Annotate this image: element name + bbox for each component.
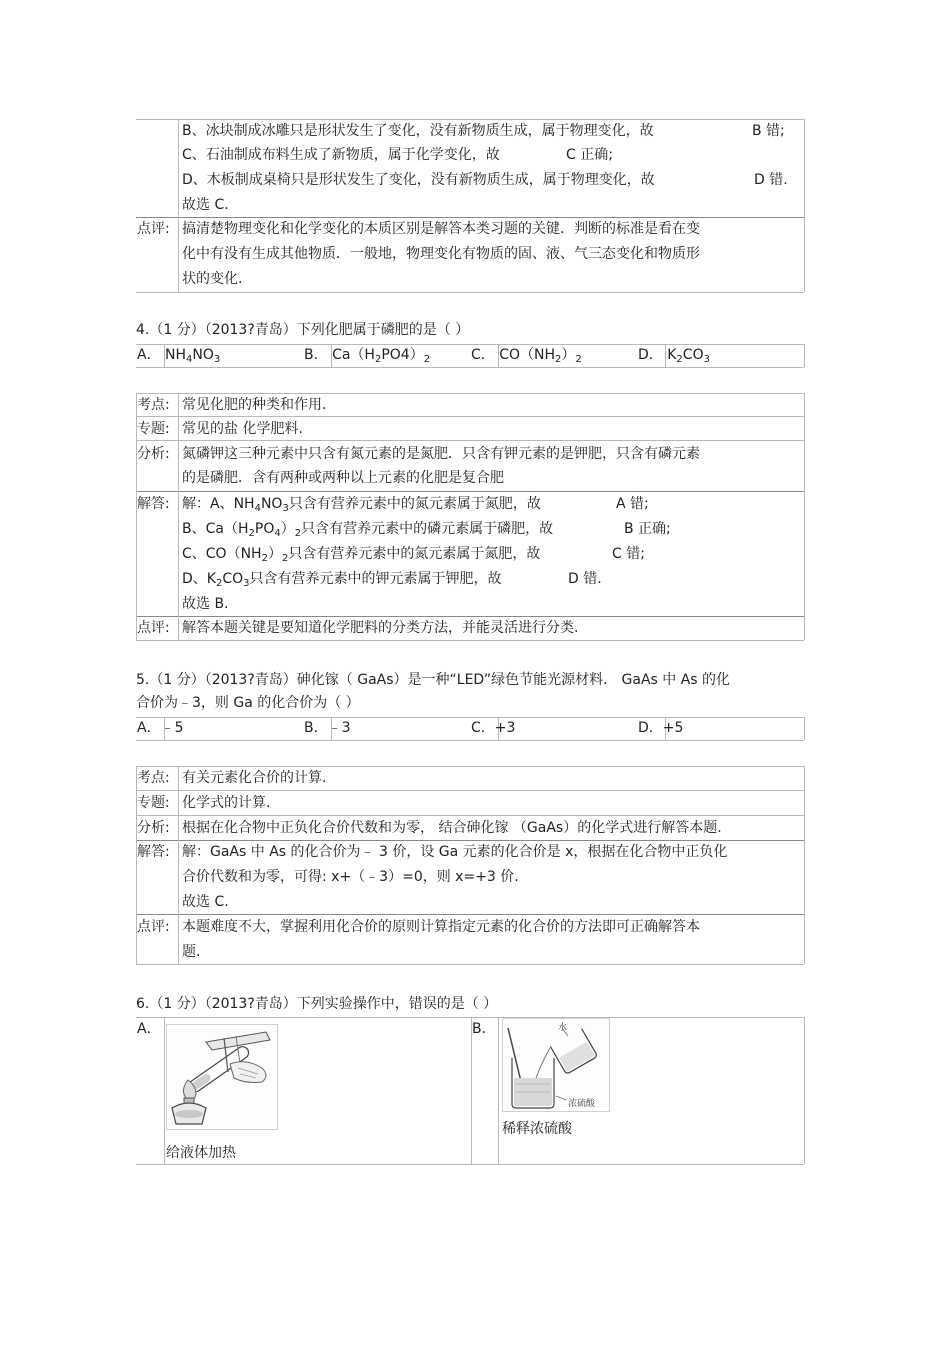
verdict-b: B 错; [752, 123, 785, 139]
dianping-label: 点评: [137, 919, 170, 935]
option-b[interactable]: B． $Ca(H_2PO4)_2$ [304, 347, 431, 365]
jieda-line: B、$Ca(H_2PO_4)_2$只含有营养元素中的磷元素属于磷肥，故 [182, 521, 554, 539]
jieda-line: 合价代数和为零，可得: x+（﹣3）=0，则 x=+3 价. [182, 869, 519, 885]
acid-label: 浓硫酸 [568, 1099, 596, 1109]
question-stem: 4.（1 分）（2013?青岛）下列化肥属于磷肥的是（ ） [136, 322, 470, 338]
answer-line-c: C、石油制成布料生成了新物质，属于化学变化，故 [182, 147, 500, 163]
dianping-text: 本题难度不大，掌握利用化合价的原则计算指定元素的化合价的方法即可正确解答本 [182, 919, 700, 935]
dianping-text: 解答本题关键是要知道化学肥料的分类方法，并能灵活进行分类. [182, 620, 579, 636]
jieda-choice: 故选 B. [182, 596, 229, 612]
option-c[interactable]: C．+3 [471, 720, 516, 736]
verdict-c: C 正确; [566, 147, 613, 163]
question-stem: 合价为﹣3，则 Ga 的化合价为（ ） [136, 695, 360, 711]
dianping-label: 点评: [137, 620, 170, 636]
option-b-letter[interactable]: B． [472, 1021, 496, 1037]
kaodian-label: 考点: [137, 397, 170, 413]
option-c[interactable]: C． $CO(NH_2)_2$ [471, 347, 582, 365]
kaodian-text: 有关元素化合价的计算. [182, 770, 327, 786]
review-label: 点评: [137, 221, 170, 237]
zhuanti-label: 专题: [137, 795, 170, 811]
option-b[interactable]: B．﹣3 [304, 720, 351, 736]
fenxi-label: 分析: [137, 446, 170, 462]
zhuanti-text: 化学式的计算. [182, 795, 271, 811]
heating-liquid-illustration [166, 1024, 278, 1130]
kaodian-label: 考点: [137, 770, 170, 786]
dianping-text: 题. [182, 944, 201, 960]
option-a[interactable]: A．﹣5 [137, 720, 184, 736]
zhuanti-text: 常见的盐 化学肥料. [182, 421, 303, 437]
kaodian-text: 常见化肥的种类和作用. [182, 397, 327, 413]
jieda-verdict: C 错; [612, 546, 645, 562]
review-line: 化中有没有生成其他物质．一般地，物理变化有物质的固、液、气三态变化和物质形 [182, 246, 700, 262]
jieda-label: 解答: [137, 496, 170, 512]
jieda-line: D、$K_2CO_3$只含有营养元素中的钾元素属于钾肥，故 [182, 571, 502, 589]
answer-line-b: B、冰块制成冰雕只是形状发生了变化，没有新物质生成，属于物理变化，故 [182, 123, 654, 139]
jieda-line: 解：GaAs 中 As 的化合价为﹣ 3 价，设 Ga 元素的化合价是 x，根据在化合物中正负化 [182, 844, 728, 860]
dilute-acid-illustration [502, 1018, 610, 1112]
answer-line-d: D、木板制成桌椅只是形状发生了变化，没有新物质生成，属于物理变化，故 [182, 172, 655, 188]
fenxi-label: 分析: [137, 820, 170, 836]
fenxi-text: 根据在化合物中正负化合价代数和为零， 结合砷化镓 （GaAs）的化学式进行解答本题. [182, 820, 722, 836]
question-stem: 5.（1 分）（2013?青岛）砷化镓（ GaAs）是一种“LED”绿色节能光源材料． GaAs 中 As 的化 [136, 672, 731, 688]
fenxi-text: 的是磷肥．含有两种或两种以上元素的化肥是复合肥 [182, 470, 504, 486]
option-b-caption: 稀释浓硫酸 [502, 1121, 572, 1137]
jieda-choice: 故选 C. [182, 894, 229, 910]
option-a[interactable]: A． $NH_4NO_3$ [137, 347, 221, 365]
jieda-line: 解：A、$NH_4NO_3$只含有营养元素中的氮元素属于氮肥，故 [182, 496, 541, 514]
option-d[interactable]: D． $K_2CO_3$ [638, 347, 710, 365]
jieda-verdict: A 错; [616, 496, 649, 512]
fenxi-text: 氮磷钾这三种元素中只含有氮元素的是氮肥．只含有钾元素的是钾肥，只含有磷元素 [182, 446, 700, 462]
review-line: 状的变化. [182, 271, 243, 287]
jieda-verdict: B 正确; [624, 521, 671, 537]
option-a-letter[interactable]: A． [137, 1021, 161, 1037]
option-d[interactable]: D．+5 [638, 720, 684, 736]
water-label: 水 [558, 1023, 568, 1033]
zhuanti-label: 专题: [137, 421, 170, 437]
jieda-line: C、$CO(NH_2)_2$只含有营养元素中的氮元素属于氮肥，故 [182, 546, 541, 564]
answer-choice: 故选 C. [182, 197, 229, 213]
question-stem: 6.（1 分）（2013?青岛）下列实验操作中，错误的是（ ） [136, 996, 498, 1012]
option-a-caption: 给液体加热 [166, 1145, 236, 1161]
review-line: 搞清楚物理变化和化学变化的本质区别是解答本类习题的关键．判断的标准是看在变 [182, 221, 700, 237]
jieda-verdict: D 错. [568, 571, 602, 587]
jieda-label: 解答: [137, 844, 170, 860]
verdict-d: D 错. [754, 172, 788, 188]
